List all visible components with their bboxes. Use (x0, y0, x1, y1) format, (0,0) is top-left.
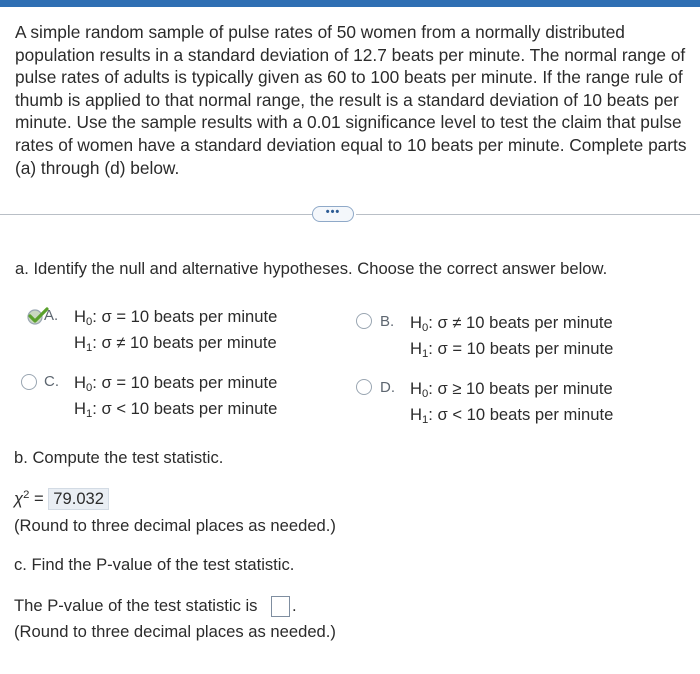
divider-right (356, 214, 700, 215)
part-c-prompt: c. Find the P-value of the test statistic. (14, 555, 295, 574)
option-a[interactable] (44, 307, 304, 357)
option-d-h1: $H_1$: σ < 10 beats per minute (410, 405, 614, 426)
option-c-h0: $H_0$: σ = 10 beats per minute (74, 373, 278, 394)
option-a-h0: $H_0$: σ = 10 beats per minute (74, 307, 278, 328)
top-accent-bar (0, 0, 700, 7)
part-c-note: (Round to three decimal places as needed.) (14, 622, 336, 641)
option-b-radio[interactable] (356, 313, 372, 329)
problem-statement: A simple random sample of pulse rates of 50 women from a normally distributed population results in a standard deviation of 12.7 beats per minute. The normal range of pulse rates of adults is typically given as 60 to 100 beats per minute. If the range rule of thumb is applied to that normal range, the result is a standard deviation of 10 beats per minute. Use the sample results with a 0.01 significance level to test the claim that pulse rates of women have a standard deviation equal to 10 beats per minute. Complete parts (a) through (d) below. (15, 22, 687, 178)
option-c-h1: $H_1$: σ < 10 beats per minute (74, 399, 278, 420)
chi-square-value[interactable]: 79.032 (48, 488, 109, 510)
option-d-h0: $H_0$: σ ≥ 10 beats per minute (410, 379, 613, 400)
option-letter: A. (44, 307, 59, 324)
option-b-h1: $H_1$: σ = 10 beats per minute (410, 339, 614, 360)
option-d-radio[interactable] (356, 379, 372, 395)
option-letter: B. (380, 313, 395, 330)
option-b-h0: $H_0$: σ ≠ 10 beats per minute (410, 313, 613, 334)
option-letter: D. (380, 379, 395, 396)
part-b-note: (Round to three decimal places as needed.) (14, 516, 336, 535)
option-letter: C. (44, 373, 59, 390)
sentence-period: . (292, 596, 297, 615)
option-d[interactable] (380, 379, 640, 429)
part-b-prompt: b. Compute the test statistic. (14, 448, 224, 467)
chi-square-answer: $\chi^2 = 79.032$ (14, 488, 109, 510)
divider-left (0, 214, 312, 215)
option-c-radio[interactable] (21, 374, 37, 390)
p-value-sentence: The P-value of the test statistic is (14, 596, 258, 615)
option-a-h1: $H_1$: σ ≠ 10 beats per minute (74, 333, 277, 354)
part-a-prompt: a. Identify the null and alternative hypotheses. Choose the correct answer below. (15, 259, 608, 278)
option-b[interactable] (380, 313, 640, 363)
ellipsis-icon: ••• (325, 206, 341, 218)
p-value-input[interactable] (271, 596, 290, 617)
more-options-button[interactable] (312, 206, 354, 222)
option-c[interactable] (44, 373, 304, 423)
